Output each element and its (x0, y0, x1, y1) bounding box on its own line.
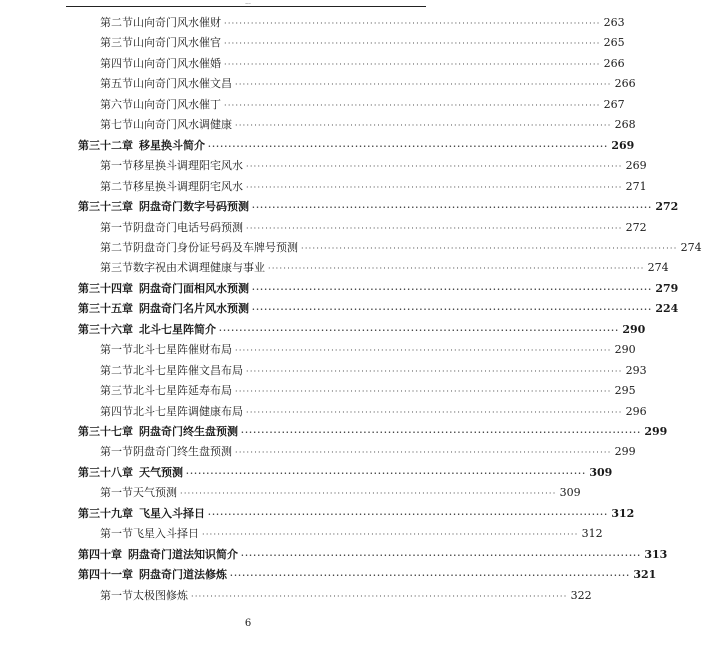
chapter-title: 阴盘奇门名片风水预测 (139, 302, 249, 316)
page-number-ref: 263 (603, 16, 625, 29)
chapter-title: 移星换斗简介 (139, 138, 205, 152)
toc-section-entry (100, 177, 647, 197)
page-number-ref: 265 (603, 36, 625, 50)
section-title: 北斗七星阵催文昌布局 (133, 363, 243, 377)
toc-chapter-entry (78, 422, 668, 442)
page-number-ref: 279 (655, 281, 679, 295)
dot-leader: ·································································································· (246, 162, 623, 172)
section-title: 天气预测 (133, 486, 177, 500)
chapter-title: 阴盘奇门数字号码预测 (139, 200, 249, 214)
section-title: 山向奇门风水调健康 (133, 118, 232, 132)
toc-section-entry (100, 586, 592, 606)
dot-leader: ·································································································· (224, 59, 601, 69)
page-number-ref: 313 (644, 547, 668, 561)
page-number-ref: 274 (647, 261, 669, 275)
dot-leader: ·································································································· (241, 549, 642, 560)
section-number: 第二节 (100, 240, 133, 254)
chapter-title: 天气预测 (139, 465, 183, 479)
chapter-number: 第三十七章 (78, 425, 133, 438)
page-number-ref: 290 (614, 343, 636, 357)
section-number: 第四节 (100, 404, 133, 418)
header-rule (66, 6, 426, 7)
page-number-ref: 224 (655, 302, 679, 316)
toc-section-entry (100, 258, 669, 278)
page-number-ref: 321 (633, 568, 657, 582)
page-number-ref: 274 (680, 240, 702, 254)
dot-leader: ·································································································· (246, 407, 623, 417)
section-number: 第四节 (100, 56, 133, 70)
toc-section-entry (100, 381, 636, 401)
section-number: 第一节 (100, 343, 133, 357)
section-title: 阴盘奇门身份证号码及车牌号预测 (133, 240, 298, 254)
section-title: 山向奇门风水催丁 (133, 97, 221, 111)
section-number: 第二节 (100, 363, 133, 377)
toc-chapter-entry (78, 565, 657, 585)
section-title: 山向奇门风水催官 (133, 36, 221, 50)
dot-leader: ·································································································· (186, 467, 587, 478)
section-number: 第一节 (100, 486, 133, 500)
toc-section-entry (100, 524, 603, 544)
chapter-number: 第三十三章 (78, 200, 133, 214)
chapter-title: 飞星入斗择日 (139, 506, 205, 520)
page-number-ref: 266 (603, 56, 625, 70)
section-title: 山向奇门风水催文昌 (133, 77, 232, 91)
dot-leader: ·································································································· (246, 223, 623, 233)
section-title: 山向奇门风水催财 (133, 16, 221, 29)
dot-leader: ·································································································· (252, 304, 653, 315)
toc-section-entry (100, 218, 647, 238)
page-number-ref: 269 (625, 159, 647, 173)
chapter-title: 阴盘奇门终生盘预测 (139, 425, 238, 438)
section-title: 阴盘奇门终生盘预测 (133, 445, 232, 459)
section-title: 山向奇门风水催婚 (133, 56, 221, 70)
section-title: 移星换斗调理阳宅风水 (133, 159, 243, 173)
chapter-title: 阴盘奇门道法知识简介 (128, 547, 238, 561)
dot-leader: ·································································································· (235, 121, 612, 131)
page-number-ref: 309 (589, 465, 613, 479)
chapter-title: 阴盘奇门面相风水预测 (139, 281, 249, 295)
dot-leader: ·································································································· (230, 570, 631, 581)
dot-leader: ·································································································· (268, 264, 645, 274)
dot-leader: ·································································································· (180, 489, 557, 499)
toc-section-entry (100, 156, 647, 176)
page-number-ref: 299 (614, 445, 636, 459)
page-number-ref: 309 (559, 486, 581, 500)
toc-section-entry (100, 442, 636, 462)
toc-section-entry (100, 238, 702, 258)
section-number: 第一节 (100, 588, 133, 602)
chapter-number: 第四十一章 (78, 568, 133, 582)
dot-leader: ·································································································· (235, 346, 612, 356)
section-title: 北斗七星阵延寿布局 (133, 384, 232, 398)
dot-leader: ·································································································· (246, 182, 623, 192)
page-number-ref: 269 (611, 138, 635, 152)
section-number: 第二节 (100, 179, 133, 193)
chapter-title: 北斗七星阵简介 (139, 322, 216, 336)
section-number: 第五节 (100, 77, 133, 91)
section-title: 太极图修炼 (133, 588, 188, 602)
section-number: 第一节 (100, 445, 133, 459)
page-number-ref: 271 (625, 179, 647, 193)
toc-chapter-entry (78, 279, 679, 299)
section-number: 第二节 (100, 16, 133, 29)
dot-leader: ·································································································· (235, 80, 612, 90)
toc-section-entry (100, 74, 636, 94)
toc-section-entry (100, 361, 647, 381)
chapter-number: 第四十章 (78, 547, 122, 561)
chapter-number: 第三十四章 (78, 281, 133, 295)
chapter-title: 阴盘奇门道法修炼 (139, 568, 227, 582)
chapter-number: 第三十二章 (78, 138, 133, 152)
section-title: 飞星入斗择日 (133, 527, 199, 541)
page-number-ref: 296 (625, 404, 647, 418)
section-title: 阴盘奇门电话号码预测 (133, 220, 243, 234)
dot-leader: ·································································································· (235, 448, 612, 458)
page-number-ref: 312 (611, 506, 635, 520)
dot-leader: ·································································································· (235, 387, 612, 397)
toc-section-entry (100, 33, 625, 53)
page-number-ref: 272 (625, 220, 647, 234)
toc-section-entry (100, 13, 625, 33)
toc-chapter-entry (78, 197, 679, 217)
toc-chapter-entry (78, 504, 635, 524)
page-number-ref: 312 (581, 527, 603, 541)
page-number-ref: 299 (644, 425, 668, 438)
dot-leader: ·································································································· (224, 19, 601, 28)
section-number: 第一节 (100, 159, 133, 173)
page-number-ref: 272 (655, 200, 679, 214)
page-number-ref: 268 (614, 118, 636, 132)
chapter-number: 第三十六章 (78, 322, 133, 336)
dot-leader: ·································································································· (208, 508, 609, 519)
dot-leader: ·································································································· (241, 427, 642, 437)
section-number: 第三节 (100, 261, 133, 275)
page-number-ref: 267 (603, 97, 625, 111)
toc-section-entry (100, 54, 625, 74)
chapter-number: 第三十五章 (78, 302, 133, 316)
running-header: ... (245, 0, 251, 6)
section-number: 第三节 (100, 36, 133, 50)
section-number: 第六节 (100, 97, 133, 111)
dot-leader: ·································································································· (301, 243, 678, 253)
dot-leader: ·································································································· (224, 100, 601, 110)
toc-chapter-entry (78, 545, 668, 565)
section-title: 北斗七星阵调健康布局 (133, 404, 243, 418)
toc-chapter-entry (78, 136, 635, 156)
section-number: 第七节 (100, 118, 133, 132)
toc-chapter-entry (78, 299, 679, 319)
toc-section-entry (100, 115, 636, 135)
toc-section-entry (100, 340, 636, 360)
page-number-ref: 290 (622, 322, 646, 336)
page-number-ref: 322 (570, 588, 592, 602)
page-number-ref: 295 (614, 384, 636, 398)
toc-section-entry (100, 95, 625, 115)
section-number: 第三节 (100, 384, 133, 398)
dot-leader: ·································································································· (252, 283, 653, 294)
chapter-number: 第三十八章 (78, 465, 133, 479)
page-number: 6 (244, 618, 252, 629)
dot-leader: ·································································································· (224, 39, 601, 49)
toc-chapter-entry (78, 320, 646, 340)
section-number: 第一节 (100, 220, 133, 234)
toc-section-entry (100, 483, 581, 503)
dot-leader: ·································································································· (202, 530, 579, 540)
page-number-ref: 293 (625, 363, 647, 377)
dot-leader: ·································································································· (252, 202, 653, 213)
toc-chapter-entry (78, 463, 613, 483)
toc-section-entry (100, 402, 647, 422)
dot-leader: ·································································································· (246, 366, 623, 376)
section-title: 数字祝由术调理健康与事业 (133, 261, 265, 275)
chapter-number: 第三十九章 (78, 506, 133, 520)
section-title: 北斗七星阵催财布局 (133, 343, 232, 357)
dot-leader: ·································································································· (219, 324, 620, 335)
page-number-ref: 266 (614, 77, 636, 91)
dot-leader: ·································································································· (208, 140, 609, 151)
section-number: 第一节 (100, 527, 133, 541)
section-title: 移星换斗调理阴宅风水 (133, 179, 243, 193)
dot-leader: ·································································································· (191, 591, 568, 601)
